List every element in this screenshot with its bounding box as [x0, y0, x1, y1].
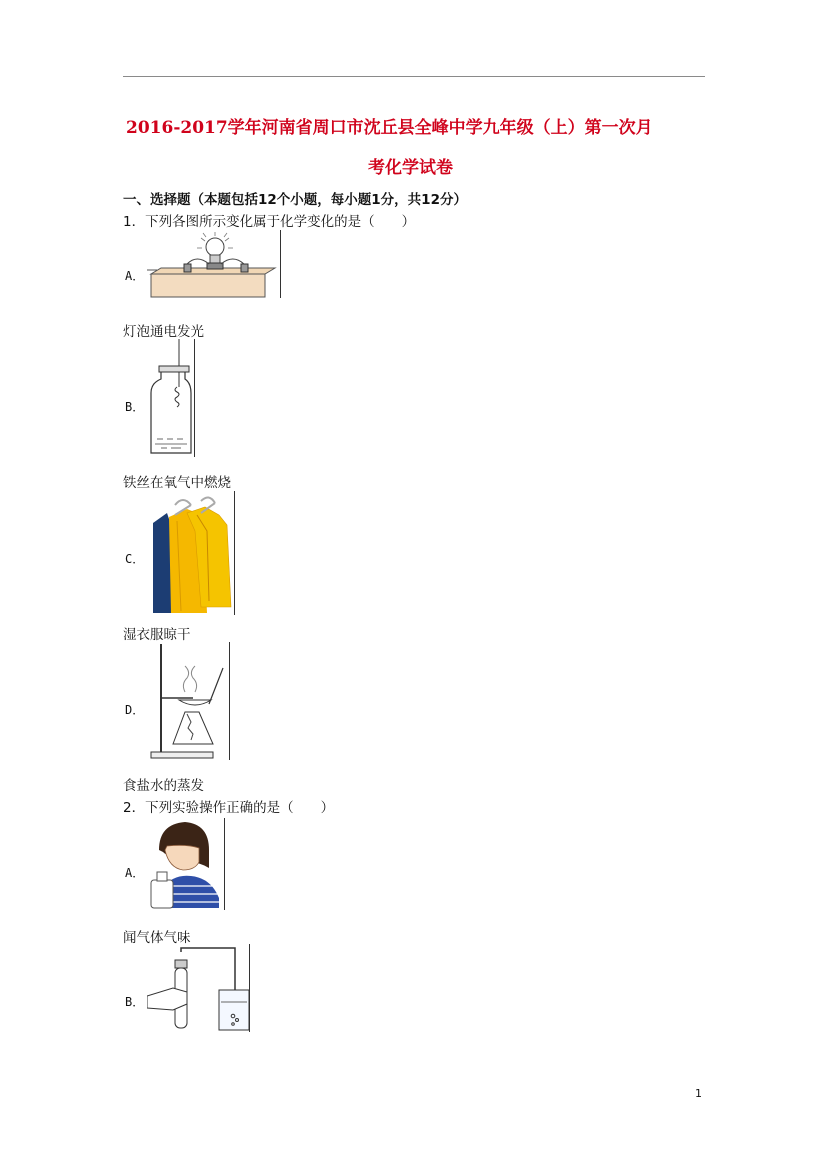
header-rule: [123, 76, 705, 77]
q1-option-d-letter: D．: [125, 703, 145, 717]
q1-option-a-letter: A．: [125, 269, 145, 283]
wet-clothes-image: [147, 491, 235, 615]
q1-option-b-letter: B．: [125, 400, 145, 414]
page-number: 1: [695, 1087, 702, 1100]
airtightness-check-image: [147, 944, 250, 1032]
iron-wire-burning-image: [147, 339, 195, 457]
section-heading: 一、选择题（本题包括12个小题，每小题1分，共12分）: [123, 192, 467, 208]
question-2-stem: 2．下列实验操作正确的是（ ）: [123, 800, 335, 816]
q1-option-c-caption: 湿衣服晾干: [123, 627, 191, 643]
doc-title-line2: 考化学试卷: [368, 158, 453, 178]
salt-water-evaporation-image: [147, 642, 230, 760]
q1-option-d-caption: 食盐水的蒸发: [123, 778, 204, 794]
q2-option-a-caption: 闻气体气味: [123, 930, 191, 946]
q1-option-b-caption: 铁丝在氧气中燃烧: [123, 475, 231, 491]
question-1-stem: 1．下列各图所示变化属于化学变化的是（ ）: [123, 214, 416, 230]
q1-option-c-letter: C．: [125, 552, 145, 566]
q2-option-a-letter: A．: [125, 866, 145, 880]
q1-option-a-caption: 灯泡通电发光: [123, 324, 204, 340]
smelling-gas-image: [147, 818, 225, 910]
light-bulb-image: [147, 230, 281, 298]
q2-option-b-letter: B．: [125, 995, 145, 1009]
doc-title-line1: 2016-2017学年河南省周口市沈丘县全峰中学九年级（上）第一次月: [126, 118, 653, 138]
